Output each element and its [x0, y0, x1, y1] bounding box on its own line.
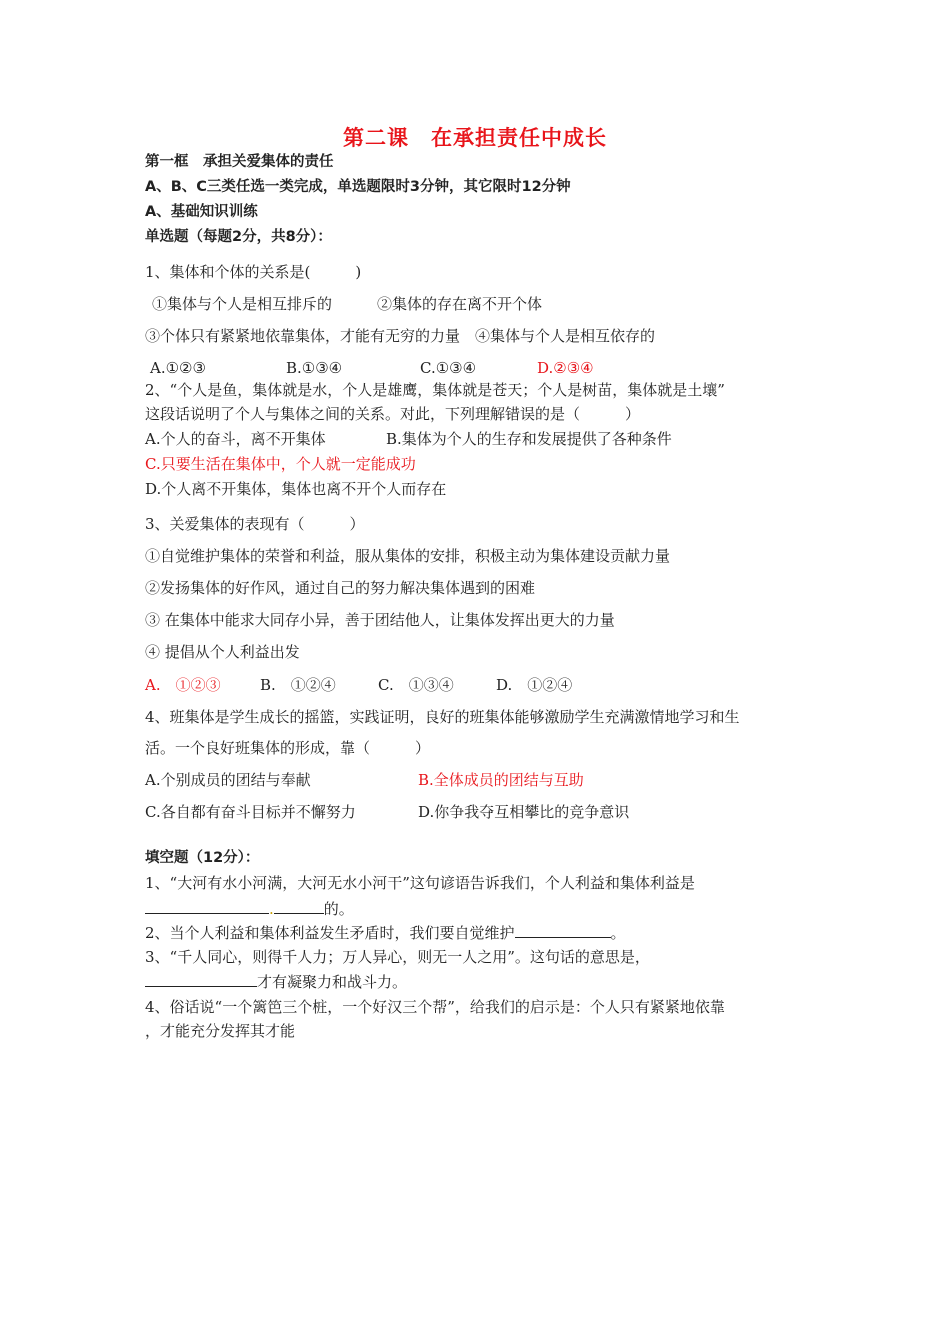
q1-statement-line-1: ①集体与个人是相互排斥的 ②集体的存在离不开个体: [152, 295, 543, 313]
q4-option-b-answer: B.全体成员的团结与互助: [418, 771, 584, 789]
q2-option-d: D.个人离不开集体，集体也离不开个人而存在: [145, 480, 447, 498]
q3-statement-2: ②发扬集体的好作风，通过自己的努力解决集体遇到的困难: [145, 579, 536, 597]
instruction-text: A、B、C三类任选一类完成，单选题限时3分钟，其它限时12分钟: [145, 179, 571, 195]
q2-option-b: B.集体为个人的生存和发展提供了各种条件: [386, 430, 672, 448]
q3-option-c: C. ①③④: [378, 676, 454, 694]
q1-option-d-answer: D.②③④: [537, 359, 594, 377]
q3-option-b: B. ①②④: [260, 676, 336, 694]
q3-statement-1: ①自觉维护集体的荣誉和利益，服从集体的安排，积极主动为集体建设贡献力量: [145, 547, 671, 565]
q1-option-c: C.①③④: [420, 359, 477, 377]
q3-statement-4: ④ 提倡从个人利益出发: [145, 643, 300, 661]
f3-tail: 才有凝聚力和战斗力。: [257, 973, 408, 991]
q2-stem-line-1: 2、“个人是鱼，集体就是水，个人是雄鹰，集体就是苍天；个人是树苗，集体就是土壤”: [145, 381, 725, 399]
f2-line: [145, 922, 626, 943]
q2-option-c-answer: C.只要生活在集体中，个人就一定能成功: [145, 455, 416, 473]
q3-statement-3: ③ 在集体中能求大同存小异，善于团结他人，让集体发挥出更大的力量: [145, 611, 615, 629]
q3-option-a-answer: A. ①②③: [145, 676, 221, 694]
q4-option-a: A.个别成员的团结与奉献: [145, 771, 311, 789]
f4-line-1: 4、俗话说“一个篱笆三个桩，一个好汉三个帮”，给我们的启示是：个人只有紧紧地依靠: [145, 998, 725, 1016]
q4-stem-line-2: 活。一个良好班集体的形成，靠（ ）: [145, 739, 431, 757]
q2-stem-line-2: 这段话说明了个人与集体之间的关系。对此，下列理解错误的是（ ）: [145, 405, 641, 423]
f1-tail: 的。: [323, 900, 354, 918]
fill-blank-heading: 填空题（12分）：: [145, 850, 260, 866]
f1-dot: .: [269, 900, 274, 918]
q4-option-c: C.各自都有奋斗目标并不懈努力: [145, 803, 356, 821]
f3-blank[interactable]: [145, 971, 257, 987]
f2-tail: 。: [610, 924, 626, 942]
q4-option-d: D.你争我夺互相攀比的竞争意识: [418, 803, 630, 821]
f1-blank-1[interactable]: [145, 898, 269, 914]
q1-option-a: A.①②③: [150, 359, 206, 377]
q4-stem-line-1: 4、班集体是学生成长的摇篮，实践证明，良好的班集体能够激励学生充满激情地学习和生: [145, 708, 740, 726]
q3-stem: 3、关爱集体的表现有（ ）: [145, 515, 365, 533]
f4-line-2: ，才能充分发挥其才能: [145, 1022, 296, 1040]
part-a-heading: A、基础知识训练: [145, 204, 258, 220]
f1-answer-line: [145, 898, 354, 919]
section-heading: 第一框 承担关爱集体的责任: [145, 154, 334, 170]
single-choice-heading: 单选题（每题2分，共8分）：: [145, 229, 332, 245]
f2-text: 2、当个人利益和集体利益发生矛盾时，我们要自觉维护: [145, 924, 515, 942]
f1-line-1: 1、“大河有水小河满，大河无水小河干”这句谚语告诉我们，个人利益和集体利益是: [145, 874, 695, 892]
q3-option-d: D. ①②④: [496, 676, 573, 694]
f1-blank-2[interactable]: [274, 898, 324, 914]
q2-option-a: A.个人的奋斗，离不开集体: [145, 430, 326, 448]
q1-statement-line-2: ③个体只有紧紧地依靠集体，才能有无穷的力量 ④集体与个人是相互依存的: [145, 327, 656, 345]
q1-stem: 1、集体和个体的关系是( ): [145, 263, 362, 281]
q1-option-b: B.①③④: [286, 359, 343, 377]
f3-line-2: [145, 971, 407, 992]
lesson-title: 第二课 在承担责任中成长: [343, 126, 607, 150]
f2-blank[interactable]: [515, 922, 611, 938]
f3-line-1: 3、“千人同心，则得千人力；万人异心，则无一人之用”。这句话的意思是，: [145, 948, 650, 966]
